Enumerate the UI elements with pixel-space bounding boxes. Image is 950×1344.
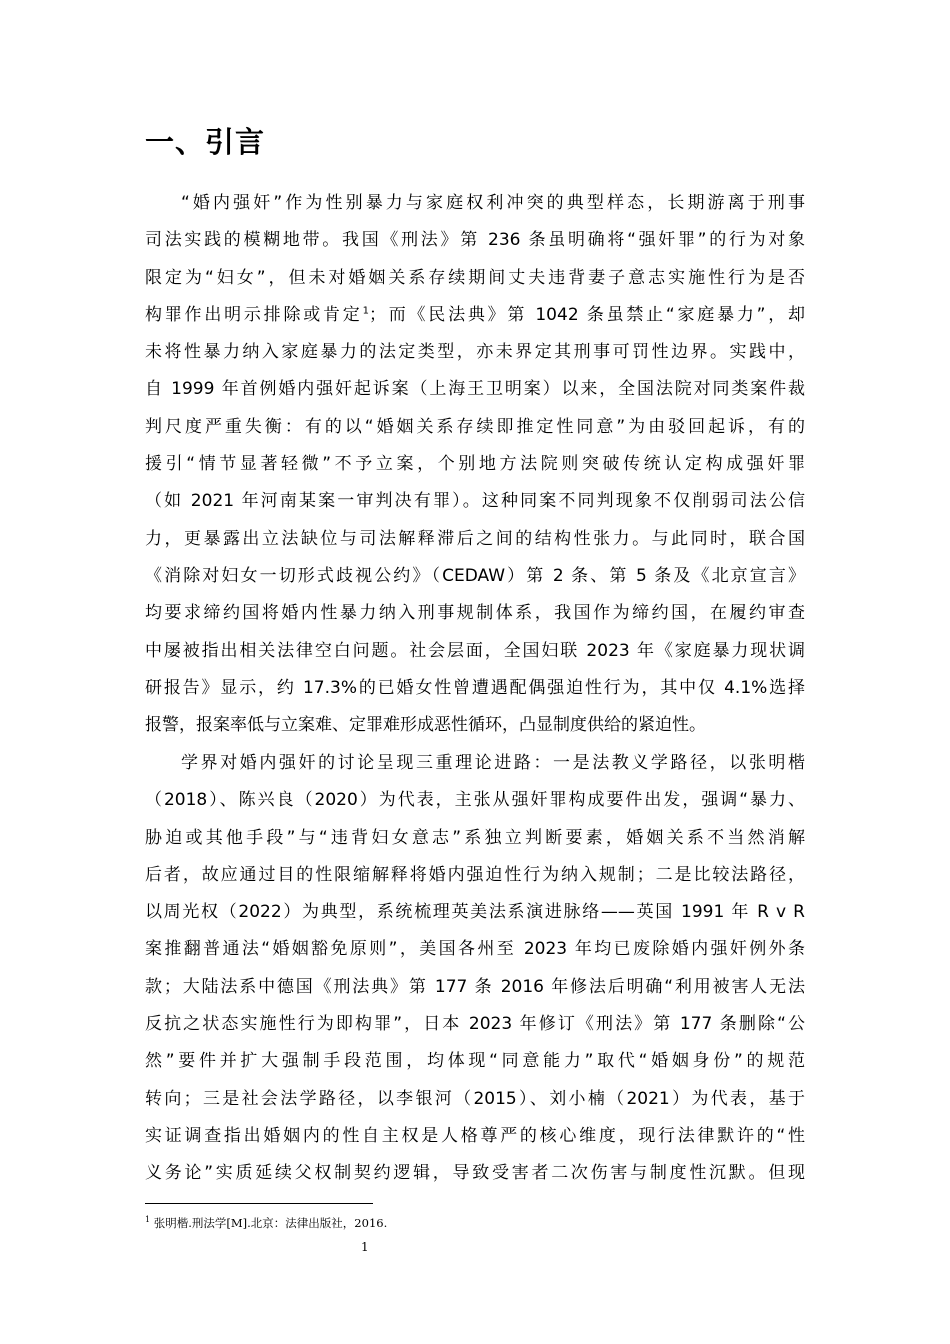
text-line-with-footnote <box>145 297 805 334</box>
paragraph-2 <box>145 745 805 1193</box>
text-line: 后者，故应通过目的性限缩解释将婚内强迫性行为纳入规制；二是比较法路径， <box>145 864 805 885</box>
footnote-separator <box>145 1203 373 1204</box>
footnote-text: 张明楷.刑法学[M].北京：法律出版社，2016. <box>153 1215 388 1230</box>
text-line: 限定为“妇女”，但未对婚姻关系存续期间丈夫违背妻子意志实施性行为是否 <box>145 267 805 288</box>
page-number: 1 <box>361 1240 369 1254</box>
text-line: 以周光权（2022）为典型，系统梳理英美法系演进脉络——英国 1991 年 R v R <box>145 902 805 923</box>
text-line: 义务论”实质延续父权制契约逻辑，导致受害者二次伤害与制度性沉默。但现 <box>145 1163 805 1184</box>
text-line: 然”要件并扩大强制手段范围，均体现“同意能力”取代“婚姻身份”的规范 <box>145 1051 805 1072</box>
text-line: 中屡被指出相关法律空白问题。社会层面，全国妇联 2023 年《家庭暴力现状调 <box>145 640 805 661</box>
text-line: 《消除对妇女一切形式歧视公约》（CEDAW）第 2 条、第 5 条及《北京宣言》 <box>145 565 805 586</box>
text-line: 转向；三是社会法学路径，以李银河（2015）、刘小楠（2021）为代表，基于 <box>145 1088 805 1109</box>
text-line: （如 2021 年河南某案一审判决有罪）。这种同案不同判现象不仅削弱司法公信 <box>145 491 805 512</box>
section-heading: 一、引言 <box>145 125 266 159</box>
text-line: 力，更暴露出立法缺位与司法解释滞后之间的结构性张力。与此同时，联合国 <box>145 528 805 549</box>
text-line: 学界对婚内强奸的讨论呈现三重理论进路：一是法教义学路径，以张明楷 <box>181 753 805 773</box>
text-line: 未将性暴力纳入家庭暴力的法定类型，亦未界定其刑事可罚性边界。实践中， <box>145 342 805 363</box>
text-line: 援引“情节显著轻微”不予立案，个别地方法院则突破传统认定构成强奸罪 <box>145 454 805 475</box>
footnote <box>145 1212 387 1231</box>
text-line: 实证调查指出婚姻内的性自主权是人格尊严的核心维度，现行法律默许的“性 <box>145 1125 805 1146</box>
text-line: 胁迫或其他手段”与“违背妇女意志”系独立判断要素，婚姻关系不当然消解 <box>145 827 805 848</box>
text-segment: 构罪作出明示排除或肯定 <box>145 304 363 325</box>
footnote-mark: 1 <box>145 1215 151 1224</box>
text-line: 报警，报案率低与立案难、定罪难形成恶性循环，凸显制度供给的紧迫性。 <box>145 715 706 736</box>
text-line: “婚内强奸”作为性别暴力与家庭权利冲突的典型样态，长期游离于刑事 <box>181 193 805 213</box>
text-line: 案推翻普通法“婚姻豁免原则”，美国各州至 2023 年均已废除婚内强奸例外条 <box>145 939 805 960</box>
text-line: 判尺度严重失衡：有的以“婚姻关系存续即推定性同意”为由驳回起诉，有的 <box>145 416 805 437</box>
text-line: 均要求缔约国将婚内性暴力纳入刑事规制体系，我国作为缔约国，在履约审查 <box>145 603 805 624</box>
footnote-reference[interactable]: 1 <box>362 305 369 317</box>
text-line: （2018）、陈兴良（2020）为代表，主张从强奸罪构成要件出发，强调“暴力、 <box>145 790 805 811</box>
text-line: 反抗之状态实施性行为即构罪”，日本 2023 年修订《刑法》第 177 条删除“公 <box>145 1014 805 1035</box>
text-segment: ；而《民法典》第 1042 条虽禁止“家庭暴力”，却 <box>368 304 806 325</box>
text-line: 研报告》显示，约 17.3%的已婚女性曾遭遇配偶强迫性行为，其中仅 4.1%选择 <box>145 677 805 698</box>
text-line: 自 1999 年首例婚内强奸起诉案（上海王卫明案）以来，全国法院对同类案件裁 <box>145 379 805 400</box>
text-line: 款；大陆法系中德国《刑法典》第 177 条 2016 年修法后明确“利用被害人无法 <box>145 976 805 997</box>
text-line: 司法实践的模糊地带。我国《刑法》第 236 条虽明确将“强奸罪”的行为对象 <box>145 230 805 251</box>
paragraph-1 <box>145 185 805 744</box>
